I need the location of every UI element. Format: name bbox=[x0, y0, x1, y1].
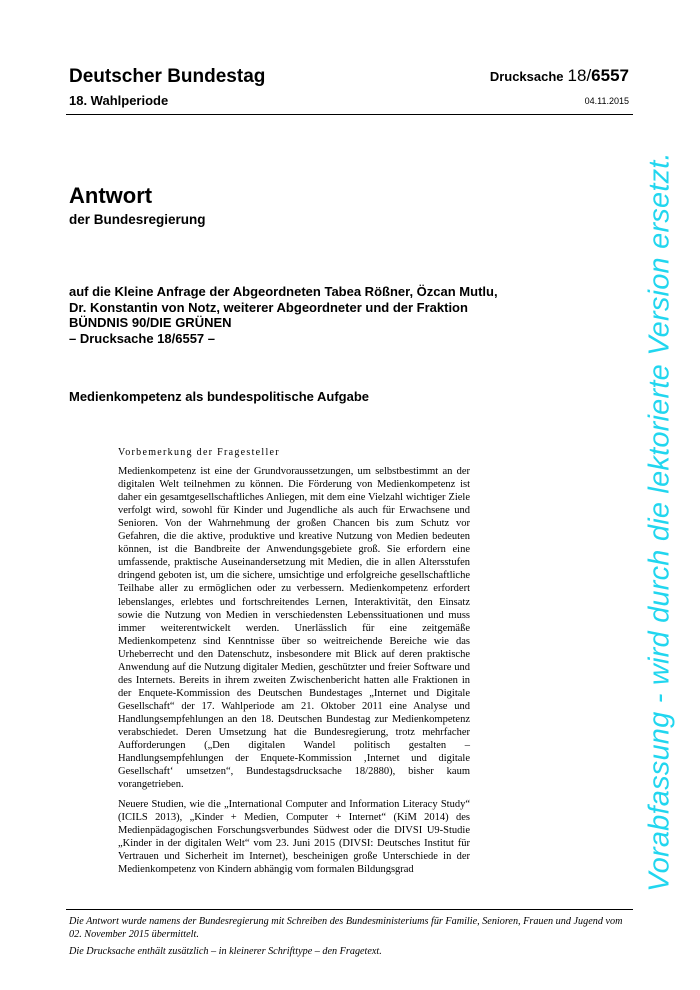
document-number-main: 6557 bbox=[591, 66, 629, 85]
document-number bbox=[490, 66, 629, 86]
document-label: Drucksache bbox=[489, 69, 564, 84]
inquiry-line: – Drucksache 18/6557 – bbox=[69, 330, 215, 346]
document-date: 04.11.2015 bbox=[584, 96, 629, 106]
preface-body bbox=[118, 446, 470, 877]
body-paragraph: Medienkompetenz ist eine der Grundvoraussetzungen, um selbstbestimmt an der digitalen Welt teilnehmen zu können. Die Förderung von Medienkompetenz ist daher ein gesamtgesellschaftliches Anliegen, mit dem eine Vielzahl wichtiger Ziele verfolgt wird, sowohl für Kinder und Jugendliche als auch für Erwachsene und Senioren. Von der Wahrnehmung der großen Chancen bis zum Schutz vor Gefahren, die die aktive, produktive und kreative Nutzung von Medien bedeuten können, ist die Bandbreite der Anwendungsgebiete groß. Sie erfordern eine umfassende, praktische Auseinandersetzung mit Medien, die in allen Altersstufen dringend geboten ist, um die sichere, umsichtige und erfolgreiche gesellschaftliche Teilhabe aller zu ermöglichen oder zu verbessern. Medienkompetenz erfordert lebenslanges, erlebtes und fortschreitendes Lernen, Interaktivität, den Einsatz sowie die Nutzung von Medien in verschiedensten Lebenssituationen und muss immer weiterentwickelt werden. Unerlässlich für eine zeitgemäße Medienkompetenz sind Kenntnisse über so weitreichende Bereiche wie das Urheberrecht und den Datenschutz, insbesondere mit Blick auf deren praktische Anwendung auf die Nutzung digitaler Medien, geschützter und freier Software und des Internets. Bereits in ihrem zweiten Zwischenbericht hatten alle Fraktionen in der Enquete-Kommission des Deutschen Bundestages „Internet und Digitale Gesellschaft“ der 17. Wahlperiode am 21. Oktober 2011 eine Analyse und Handlungsempfehlungen an den 18. Deutschen Bundestag zur Medienkompetenz verabschiedet. Deren Umsetzung hat die Bundesregierung, trotz mehrfacher Aufforderungen („Den digitalen Wandel politisch gestalten – Handlungsempfehlungen der Enquete-Kommission ‚Internet und digitale Gesellschaft‘ umsetzen“, Bundestagsdrucksache 18/2880), bisher kaum vorangetrieben. bbox=[118, 466, 470, 791]
inquiry-line: Dr. Konstantin von Notz, weiterer Abgeordneter und der Fraktion bbox=[69, 299, 468, 315]
header-divider bbox=[66, 114, 633, 115]
inquiry-line: BÜNDNIS 90/DIE GRÜNEN bbox=[69, 315, 232, 330]
inquiry-reference bbox=[69, 284, 589, 346]
body-paragraph: Neuere Studien, wie die „International Computer and Information Literacy Study“ (ICILS 2013), „Kinder + Medien, Computer + Internet“ (KiM 2014) des Medienpädagogischen Forschungsverbundes Südwest oder die DIVSI U9-Studie „Kinder in der digitalen Welt“ vom 23. Juni 2015 (DIVSI: Deutsches Institut für Vertrauen und Sicherheit im Internet), bescheinigen große Unterschiede in der Medienkompetenz von Kindern abhängig vom formalen Bildungsgrad bbox=[118, 799, 470, 876]
footer-note: Die Antwort wurde namens der Bundesregierung mit Schreiben des Bundesministeriums für Familie, Senioren, Frauen und Jugend vom 02. November 2015 übermittelt. bbox=[69, 916, 623, 940]
footer-note: Die Drucksache enthält zusätzlich – in kleinerer Schrifttype – den Fragetext. bbox=[69, 946, 382, 957]
document-number-value bbox=[568, 66, 629, 85]
inquiry-line: auf die Kleine Anfrage der Abgeordneten Tabea Rößner, Özcan Mutlu, bbox=[69, 284, 498, 299]
document-number-prefix: 18/ bbox=[567, 66, 592, 85]
topic-heading: Medienkompetenz als bundespolitische Aufgabe bbox=[69, 389, 370, 404]
institution-name: Deutscher Bundestag bbox=[69, 66, 266, 87]
footer-divider bbox=[66, 909, 633, 910]
document-title: Antwort bbox=[69, 183, 153, 208]
legislative-period: 18. Wahlperiode bbox=[69, 93, 169, 108]
document-subtitle: der Bundesregierung bbox=[69, 212, 206, 227]
draft-watermark: Vorabfassung - wird durch die lektorierte Version ersetzt. bbox=[643, 152, 676, 892]
preface-heading: Vorbemerkung der Fragesteller bbox=[118, 447, 280, 458]
